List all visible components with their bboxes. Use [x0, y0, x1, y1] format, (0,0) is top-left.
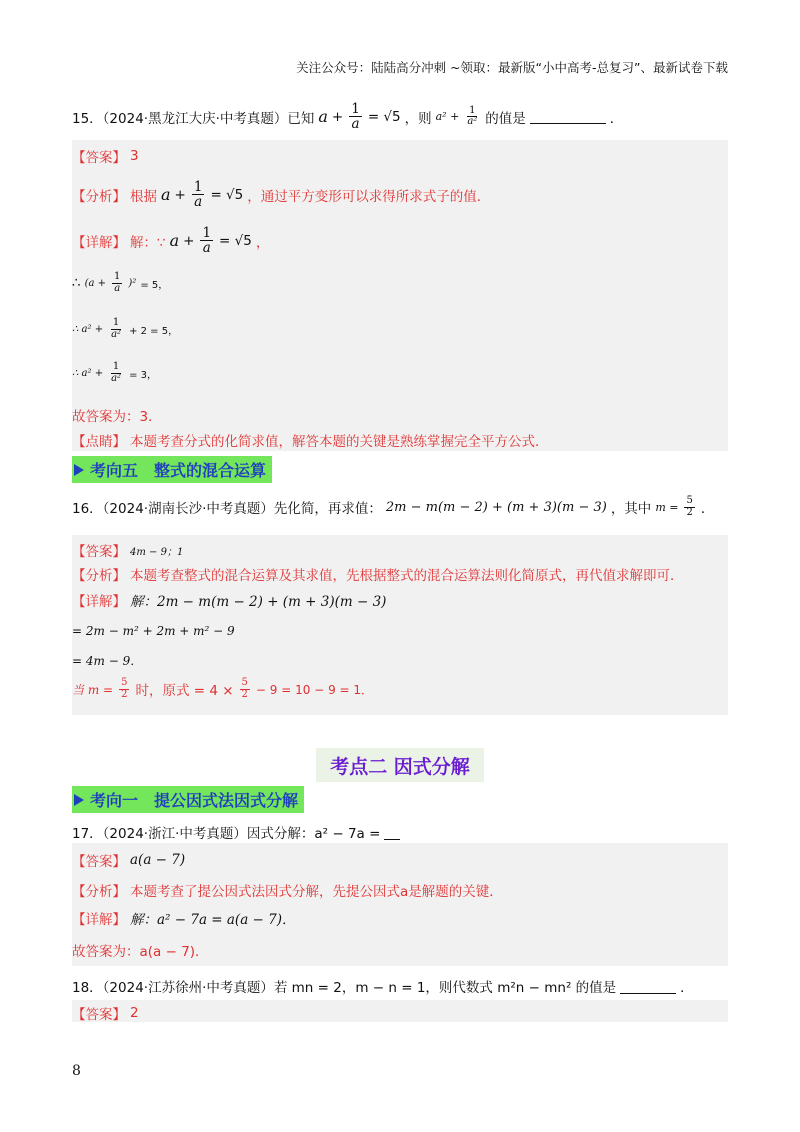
q18-answer-blank [620, 979, 676, 994]
section-2-title: 考点二 因式分解 [316, 748, 484, 782]
question-16: 16．（2024·湖南长沙·中考真题）先化简，再求值： 2m − m(m − 2) + (m + 3)(m − 3) ，其中 m = $\frac{5}{2}$ ． [72, 495, 715, 518]
q17-answer: 【答案】 a(a − 7) [72, 852, 186, 870]
q15-var-a: a [318, 107, 328, 127]
q15-comment: 【点睛】 本题考查分式的化简求值，解答本题的关键是熟练掌握完全平方公式． [72, 434, 549, 450]
page-header: 关注公众号：陆陆高分冲刺 ~领取：最新版“小中高考-总复习”、最新试卷下载 [296, 60, 728, 75]
q15-answer-blank [530, 109, 606, 124]
q15-analysis: 【分析】 根据 a + $\frac{1}{a}$ = √5 ，通过平方变形可以求得所求式子的值． [72, 179, 491, 211]
q15-step-2: ∴ a² + $\frac{1}{\text{a²}}$ + 2 = 5， [72, 317, 179, 340]
q17-detail: 【详解】 解：a² − 7a = a(a − 7)． [72, 912, 296, 928]
triangle-marker-icon [74, 794, 84, 806]
q17-final: 故答案为：a(a − 7)． [72, 944, 209, 960]
q16-expression: 2m − m(m − 2) + (m + 3)(m − 3) [385, 499, 607, 515]
triangle-marker-icon [74, 464, 84, 476]
q15-answer: 【答案】 3 [72, 148, 139, 166]
q15-plus: + [331, 108, 344, 125]
question-18: 18．（2024·江苏徐州·中考真题）若 mn = 2，m − n = 1，则代数式 m²n − mn² 的值是 ． [72, 980, 694, 996]
page-number: 8 [72, 1063, 81, 1079]
q15-step-1: ∴ (a + $\frac{1}{a}$ )² = 5， [72, 271, 169, 294]
question-17: 17．（2024·浙江·中考真题）因式分解：a² − 7a = [72, 822, 400, 842]
q16-analysis: 【分析】 本题考查整式的混合运算及其求值，先根据整式的混合运算法则化简原式，再代值求解即可． [72, 568, 684, 584]
q18-solution-box [72, 1000, 728, 1022]
question-15 [72, 102, 623, 131]
q16-detail: 【详解】 解：2m − m(m − 2) + (m + 3)(m − 3) [72, 594, 387, 610]
q15-fraction: $\frac{1}{a}$ [351, 101, 360, 133]
q16-answer: 【答案】 4m − 9；1 [72, 544, 184, 560]
q15-tail: 的值是 [485, 110, 526, 127]
q15-detail: 【详解】 解：∵ a + $\frac{1}{a}$ = √5 ， [72, 225, 270, 257]
q15-expr-a2: a² + [435, 110, 460, 124]
topic-1-heading: 考向一 提公因式法因式分解 [72, 786, 304, 813]
q15-eq-sqrt5: = √5 [367, 108, 401, 125]
q16-step-1: = 2m − m² + 2m + m² − 9 [72, 624, 235, 638]
q15-step-3: ∴ a² + $\frac{1}{\text{a²}}$ = 3， [72, 361, 157, 384]
q15-number: 15．（2024·黑龙江大庆·中考真题）已知 [72, 110, 315, 127]
q15-end: ． [609, 110, 624, 127]
q17-answer-blank [384, 825, 400, 840]
topic-5-heading: 考向五 整式的混合运算 [72, 456, 272, 483]
q17-analysis: 【分析】 本题考查了提公因式法因式分解，先提公因式a是解题的关键． [72, 884, 503, 900]
q15-then: ，则 [404, 110, 432, 127]
q16-step-3: 当 m = $\frac{5}{2}$ 时，原式 = 4 × $\frac{5}{2}$ − 9 = 10 − 9 = 1． [72, 677, 374, 700]
q15-final: 故答案为：3． [72, 409, 162, 425]
q16-step-2: = 4m − 9． [72, 654, 143, 668]
q15-fraction-2: $\frac{1}{\text{a²}}$ [467, 104, 478, 128]
q18-answer: 【答案】 2 [72, 1005, 139, 1023]
